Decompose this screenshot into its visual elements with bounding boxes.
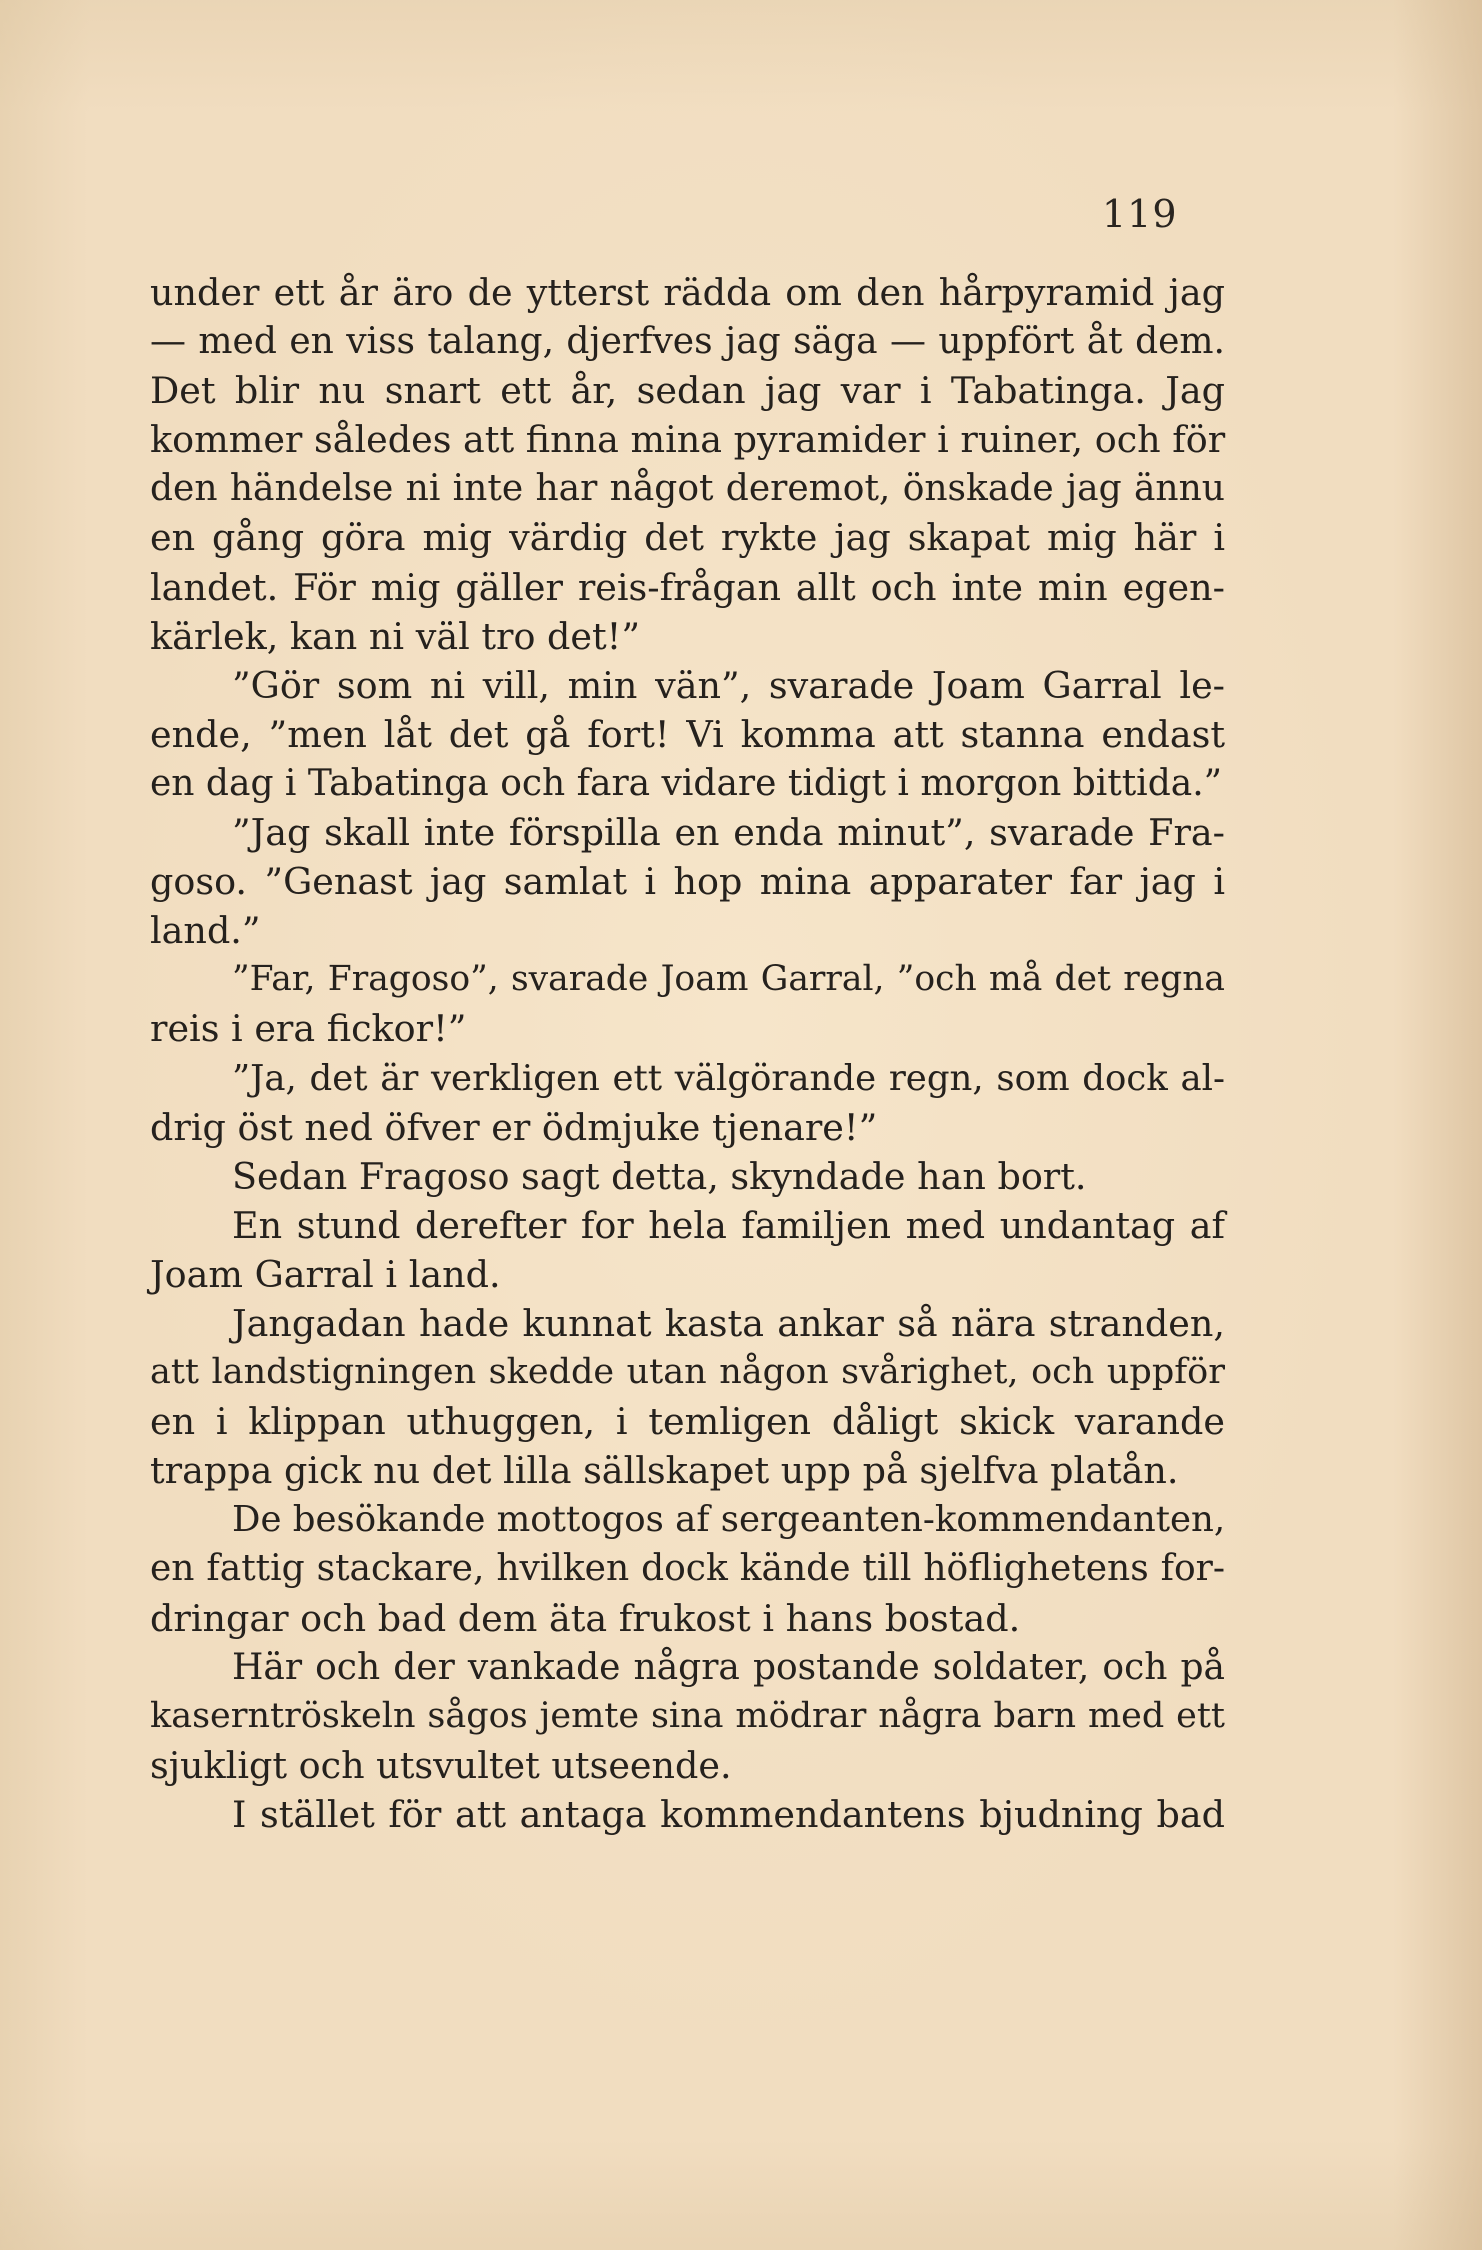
text-line: reis i era fickor!” [150, 1007, 467, 1051]
page-number: 119 [1102, 192, 1178, 236]
text-line: I stället för att antaga kommendantens bjudning bad [232, 1792, 1225, 1836]
text-line: ”Ja, det är verkligen ett välgörande regn, som dock al- [232, 1057, 1225, 1099]
text-line: landet. För mig gäller reis-frågan allt och inte min egen- [150, 565, 1225, 609]
text-line: sjukligt och utsvultet utseende. [150, 1743, 732, 1787]
text-line: Jangadan hade kunnat kasta ankar så nära stranden, [232, 1301, 1225, 1345]
text-line: en dag i Tabatinga och fara vidare tidigt i morgon bittida.” [150, 762, 1223, 804]
text-line: goso. ”Genast jag samlat i hop mina apparater far jag i [150, 860, 1225, 904]
text-line: en i klippan uthuggen, i temligen dåligt skick varande [150, 1400, 1225, 1444]
text-line: ”Gör som ni vill, min vän”, svarade Joam Garral le- [232, 663, 1225, 707]
text-line: en fattig stackare, hvilken dock kände till höflighetens for- [150, 1548, 1225, 1590]
text-line: Sedan Fragoso sagt detta, skyndade han bort. [232, 1154, 1087, 1198]
text-line: att landstigningen skedde utan någon svårighet, och uppför [150, 1352, 1225, 1393]
text-line: ”Far, Fragoso”, svarade Joam Garral, ”och må det regna [232, 959, 1225, 1000]
body-text [150, 268, 1225, 1839]
text-line: under ett år äro de ytterst rädda om den hårpyramid jag [150, 271, 1225, 314]
text-line: en gång göra mig värdig det rykte jag skapat mig här i [150, 516, 1225, 560]
text-line: den händelse ni inte har något deremot, önskade jag ännu [150, 468, 1225, 510]
text-line: kärlek, kan ni väl tro det!” [150, 614, 641, 658]
text-line: Joam Garral i land. [150, 1252, 501, 1296]
text-line: ”Jag skall inte förspilla en enda minut”, svarade Fra- [232, 811, 1225, 855]
text-line: kommer således att finna mina pyramider i ruiner, och för [150, 418, 1226, 462]
text-line: En stund derefter for hela familjen med undantag af [232, 1203, 1225, 1247]
text-line: kaserntröskeln sågos jemte sina mödrar några barn med ett [150, 1695, 1225, 1736]
text-line: Det blir nu snart ett år, sedan jag var i Tabatinga. Jag [150, 369, 1225, 413]
text-line: land.” [150, 909, 261, 953]
text-line: — med en viss talang, djerfves jag säga — uppfört åt dem. [150, 321, 1225, 363]
text-line: De besökande mottogos af sergeanten-kommendanten, [232, 1499, 1226, 1541]
text-line: ende, ”men låt det gå fort! Vi komma att stanna endast [150, 712, 1225, 756]
text-line: Här och der vankade några postande soldater, och på [232, 1646, 1225, 1688]
text-line: trappa gick nu det lilla sällskapet upp på sjelfva platån. [150, 1449, 1179, 1493]
text-line: dringar och bad dem äta frukost i hans bostad. [150, 1596, 1021, 1640]
text-line: drig öst ned öfver er ödmjuke tjenare!” [150, 1105, 878, 1149]
